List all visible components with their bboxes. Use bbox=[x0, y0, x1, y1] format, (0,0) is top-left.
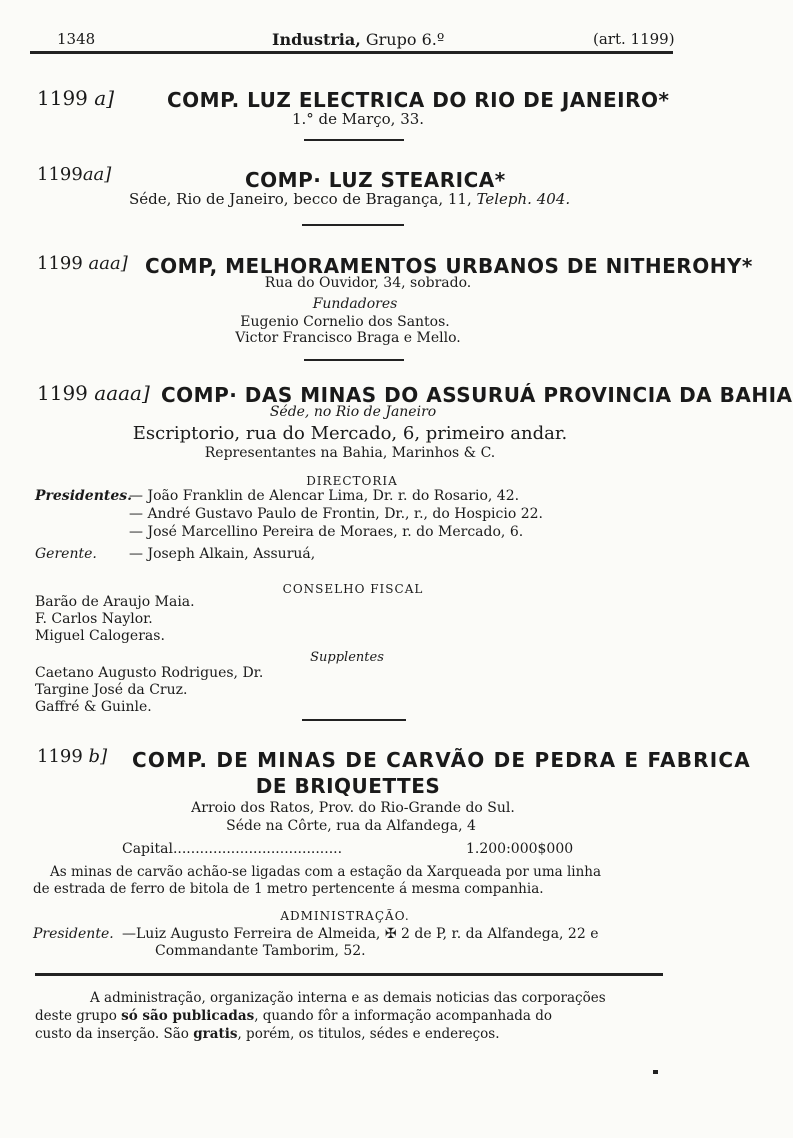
president: — João Franklin de Alencar Lima, Dr. r. do Rosario, 42. bbox=[129, 488, 520, 504]
president-label: Presidente. bbox=[33, 926, 114, 942]
footer-note bbox=[35, 1026, 500, 1042]
entry-number bbox=[37, 253, 128, 274]
section-divider bbox=[302, 719, 406, 721]
footer-text: , porém, os titulos, sédes e endereços. bbox=[237, 1026, 500, 1042]
section-divider bbox=[302, 224, 404, 226]
company-name: COMP. LUZ ELECTRICA DO RIO DE JANEIRO* bbox=[167, 88, 670, 112]
fiscal-heading: CONSELHO FISCAL bbox=[282, 582, 424, 596]
running-title-bold: Industria, bbox=[272, 30, 361, 49]
footer-emphasis: gratis bbox=[193, 1026, 238, 1042]
manager: — Joseph Alkain, Assuruá, bbox=[129, 546, 316, 562]
company-name-line1: COMP. DE MINAS DE CARVÃO DE PEDRA E FABRICA bbox=[132, 748, 751, 772]
company-office: Escriptorio, rua do Mercado, 6, primeiro andar. bbox=[132, 423, 568, 444]
president-address: Commandante Tamborim, 52. bbox=[155, 943, 366, 959]
article-ref: (art. 1199) bbox=[593, 30, 675, 48]
manager-label: Gerente. bbox=[35, 546, 97, 562]
company-address: Arroio dos Ratos, Prov. do Rio-Grande do Sul. bbox=[191, 800, 515, 816]
entry-number bbox=[37, 381, 150, 405]
footer-text: custo da inserção. São bbox=[35, 1026, 194, 1042]
president: — André Gustavo Paulo de Frontin, Dr., r., do Hospicio 22. bbox=[129, 506, 543, 522]
entry-number-value: 1199 bbox=[37, 164, 83, 185]
footer-emphasis: só são publicadas bbox=[121, 1008, 255, 1024]
supplente: Gaffré & Guinle. bbox=[35, 699, 152, 715]
ink-speck bbox=[653, 1070, 658, 1074]
company-seat: Séde na Côrte, rua da Alfandega, 4 bbox=[226, 818, 476, 834]
capital-label: Capital...................................... bbox=[122, 841, 343, 857]
company-name: COMP, MELHORAMENTOS URBANOS DE NITHEROHY* bbox=[145, 254, 753, 278]
telephone-number: 404. bbox=[536, 190, 571, 208]
footer-rule bbox=[35, 973, 663, 976]
supplentes-heading: Supplentes bbox=[310, 650, 384, 665]
founder: Eugenio Cornelio dos Santos. bbox=[240, 314, 450, 330]
entry-suffix: a] bbox=[94, 86, 114, 110]
entry-suffix: aaa] bbox=[88, 253, 128, 274]
company-representatives: Representantes na Bahia, Marinhos & C. bbox=[204, 445, 496, 461]
company-name: COMP· DAS MINAS DO ASSURUÁ PROVINCIA DA BAHIA bbox=[161, 383, 793, 407]
entry-number-value: 1199 bbox=[37, 86, 88, 110]
section-divider bbox=[304, 139, 404, 141]
address-text: Séde, Rio de Janeiro, becco de Bragança, 11, bbox=[129, 190, 472, 208]
president: — José Marcellino Pereira de Moraes, r. do Mercado, 6. bbox=[129, 524, 524, 540]
capital-value: 1.200:000$000 bbox=[466, 841, 574, 857]
admin-heading: ADMINISTRAÇÃO. bbox=[280, 909, 410, 923]
company-name: COMP· LUZ STEARICA* bbox=[245, 168, 506, 192]
entry-suffix: aa] bbox=[82, 164, 112, 185]
entry-suffix: b] bbox=[88, 746, 108, 767]
entry-number bbox=[37, 164, 111, 185]
entry-number-value: 1199 bbox=[37, 746, 83, 767]
fiscal-member: Miguel Calogeras. bbox=[35, 628, 165, 644]
supplente: Targine José da Cruz. bbox=[35, 682, 188, 698]
body-text: As minas de carvão achão-se ligadas com a estação da Xarqueada por uma linha bbox=[50, 864, 602, 880]
president: —Luiz Augusto Ferreira de Almeida, ✠ 2 de P, r. da Alfandega, 22 e bbox=[122, 926, 599, 942]
presidents-label: Presidentes. bbox=[35, 488, 133, 504]
entry-number-value: 1199 bbox=[37, 381, 88, 405]
entry-number bbox=[37, 746, 107, 767]
footer-text: deste grupo bbox=[35, 1008, 122, 1024]
founders-label: Fundadores bbox=[312, 296, 398, 312]
entry-number bbox=[37, 86, 114, 110]
fiscal-member: Barão de Araujo Maia. bbox=[35, 594, 195, 610]
telephone-label: Teleph. bbox=[476, 190, 532, 208]
body-text: de estrada de ferro de bitola de 1 metro pertencente á mesma companhia. bbox=[33, 881, 544, 897]
company-address: Rua do Ouvidor, 34, sobrado. bbox=[264, 275, 472, 291]
page-number: 1348 bbox=[57, 30, 96, 48]
company-address bbox=[129, 190, 570, 208]
section-divider bbox=[304, 359, 404, 361]
company-address: 1.° de Março, 33. bbox=[291, 110, 425, 128]
fiscal-member: F. Carlos Naylor. bbox=[35, 611, 153, 627]
running-title bbox=[272, 30, 444, 49]
company-seat: Séde, no Rio de Janeiro bbox=[269, 404, 437, 420]
founder: Victor Francisco Braga e Mello. bbox=[235, 330, 461, 346]
supplente: Caetano Augusto Rodrigues, Dr. bbox=[35, 665, 264, 681]
running-title-rest: Grupo 6.º bbox=[360, 30, 445, 49]
footer-text: , quando fôr a informação acompanhada do bbox=[254, 1008, 553, 1024]
footer-note bbox=[35, 1008, 552, 1024]
company-name-line2: DE BRIQUETTES bbox=[255, 774, 441, 798]
footer-note: A administração, organização interna e as demais noticias das corporações bbox=[90, 990, 606, 1006]
header-rule bbox=[30, 51, 673, 54]
directoria-heading: DIRECTORIA bbox=[306, 474, 398, 488]
entry-number-value: 1199 bbox=[37, 253, 83, 274]
entry-suffix: aaaa] bbox=[94, 381, 150, 405]
